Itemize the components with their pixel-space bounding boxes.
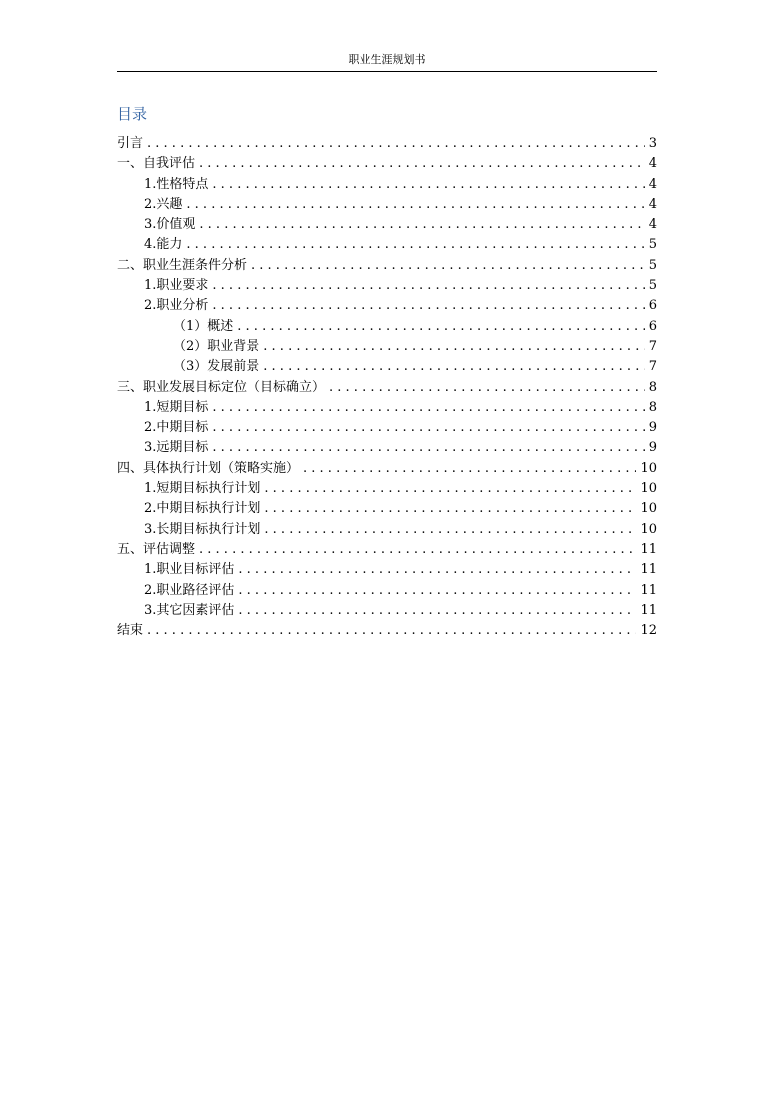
toc-entry-label: 三、职业发展目标定位（目标确立） — [117, 379, 326, 395]
toc-entry[interactable] — [117, 540, 657, 560]
toc-entry-label: 1.性格特点 — [144, 176, 209, 192]
toc-entry-label: 2.中期目标 — [144, 420, 209, 436]
toc-entry[interactable] — [117, 581, 657, 601]
toc-dot-leader — [212, 398, 644, 418]
toc-dot-leader — [263, 357, 644, 377]
toc-dot-leader — [238, 581, 636, 601]
toc-dot-leader — [212, 175, 644, 195]
toc-entry-page-number: 10 — [640, 460, 657, 476]
toc-entry[interactable] — [117, 459, 657, 479]
toc-entry[interactable] — [117, 378, 657, 398]
toc-dot-leader — [186, 235, 644, 255]
toc-entry-label: 五、评估调整 — [117, 541, 196, 557]
toc-entry-label: 1.职业目标评估 — [144, 562, 235, 578]
toc-dot-leader — [199, 215, 644, 235]
toc-entry[interactable] — [117, 296, 657, 316]
page-header: 职业生涯规划书 — [348, 53, 426, 66]
toc-dot-leader — [263, 337, 644, 357]
toc-entry[interactable] — [117, 175, 657, 195]
toc-dot-leader — [264, 479, 636, 499]
toc-entry-page-number: 9 — [648, 420, 657, 436]
toc-entry-page-number: 4 — [648, 176, 657, 192]
toc-entry-label: 结束 — [117, 623, 144, 639]
toc-dot-leader — [303, 459, 636, 479]
toc-entry-page-number: 6 — [648, 318, 657, 334]
toc-entry-page-number: 4 — [648, 196, 657, 212]
toc-dot-leader — [199, 154, 645, 174]
toc-title: 目录 — [117, 105, 148, 123]
toc-dot-leader — [147, 134, 645, 154]
toc-dot-leader — [329, 378, 645, 398]
toc-entry[interactable] — [117, 357, 657, 377]
toc-entry-label: （2）职业背景 — [173, 338, 260, 354]
toc-entry[interactable] — [117, 438, 657, 458]
toc-entry[interactable] — [117, 215, 657, 235]
toc-entry-label: 引言 — [117, 136, 144, 151]
toc-entry[interactable] — [117, 317, 657, 337]
toc-dot-leader — [212, 276, 644, 296]
toc-entry-label: 2.兴趣 — [144, 196, 183, 212]
toc-entry[interactable] — [117, 621, 657, 641]
toc-entry[interactable] — [117, 520, 657, 540]
toc-entry-page-number: 7 — [648, 359, 657, 375]
toc-entry-page-number: 12 — [640, 623, 657, 639]
toc-entry-label: 3.价值观 — [144, 217, 196, 233]
toc-dot-leader — [251, 256, 645, 276]
toc-entry-label: 2.职业路径评估 — [144, 582, 235, 598]
toc-entry-page-number: 9 — [648, 440, 657, 456]
toc-entry-label: 3.其它因素评估 — [144, 602, 235, 618]
toc-entry-label: （3）发展前景 — [173, 359, 260, 375]
table-of-contents — [117, 134, 657, 641]
toc-entry-label: （1）概述 — [173, 318, 234, 334]
toc-entry-label: 一、自我评估 — [117, 156, 196, 172]
toc-dot-leader — [212, 296, 644, 316]
toc-entry-page-number: 8 — [648, 399, 657, 415]
toc-entry-page-number: 11 — [640, 541, 657, 557]
toc-dot-leader — [264, 520, 636, 540]
toc-entry-page-number: 11 — [640, 562, 657, 578]
header-divider — [117, 71, 657, 72]
toc-entry[interactable] — [117, 499, 657, 519]
toc-dot-leader — [199, 540, 636, 560]
toc-entry-label: 1.短期目标 — [144, 399, 209, 415]
toc-entry[interactable] — [117, 154, 657, 174]
toc-entry-page-number: 4 — [648, 156, 657, 172]
toc-entry-page-number: 5 — [648, 257, 657, 273]
toc-entry[interactable] — [117, 276, 657, 296]
toc-entry-page-number: 3 — [648, 136, 657, 151]
toc-entry-label: 2.职业分析 — [144, 298, 209, 314]
toc-entry[interactable] — [117, 256, 657, 276]
toc-dot-leader — [212, 438, 644, 458]
toc-entry-page-number: 5 — [648, 237, 657, 253]
toc-entry[interactable] — [117, 418, 657, 438]
toc-entry-page-number: 5 — [648, 278, 657, 294]
toc-dot-leader — [238, 560, 636, 580]
toc-entry-page-number: 10 — [640, 521, 657, 537]
toc-entry-page-number: 10 — [640, 481, 657, 497]
toc-entry-label: 4.能力 — [144, 237, 183, 253]
toc-entry-label: 3.长期目标执行计划 — [144, 521, 261, 537]
toc-dot-leader — [238, 601, 636, 621]
toc-entry[interactable] — [117, 479, 657, 499]
toc-dot-leader — [264, 499, 636, 519]
toc-entry-label: 四、具体执行计划（策略实施） — [117, 460, 300, 476]
toc-entry-page-number: 11 — [640, 582, 657, 598]
toc-entry-label: 2.中期目标执行计划 — [144, 501, 261, 517]
toc-entry-page-number: 10 — [640, 501, 657, 517]
toc-dot-leader — [147, 621, 636, 641]
toc-entry-label: 1.职业要求 — [144, 278, 209, 294]
toc-dot-leader — [186, 195, 644, 215]
toc-entry-label: 二、职业生涯条件分析 — [117, 257, 248, 273]
toc-entry-page-number: 11 — [640, 602, 657, 618]
toc-entry[interactable] — [117, 601, 657, 621]
toc-entry-label: 3.远期目标 — [144, 440, 209, 456]
toc-entry-page-number: 6 — [648, 298, 657, 314]
toc-entry[interactable] — [117, 560, 657, 580]
toc-entry[interactable] — [117, 195, 657, 215]
toc-entry[interactable] — [117, 398, 657, 418]
toc-entry-page-number: 7 — [648, 338, 657, 354]
toc-dot-leader — [237, 317, 644, 337]
toc-entry-page-number: 8 — [648, 379, 657, 395]
toc-entry-label: 1.短期目标执行计划 — [144, 481, 261, 497]
toc-dot-leader — [212, 418, 644, 438]
toc-entry[interactable] — [117, 134, 657, 154]
toc-entry[interactable] — [117, 235, 657, 255]
toc-entry[interactable] — [117, 337, 657, 357]
toc-entry-page-number: 4 — [648, 217, 657, 233]
